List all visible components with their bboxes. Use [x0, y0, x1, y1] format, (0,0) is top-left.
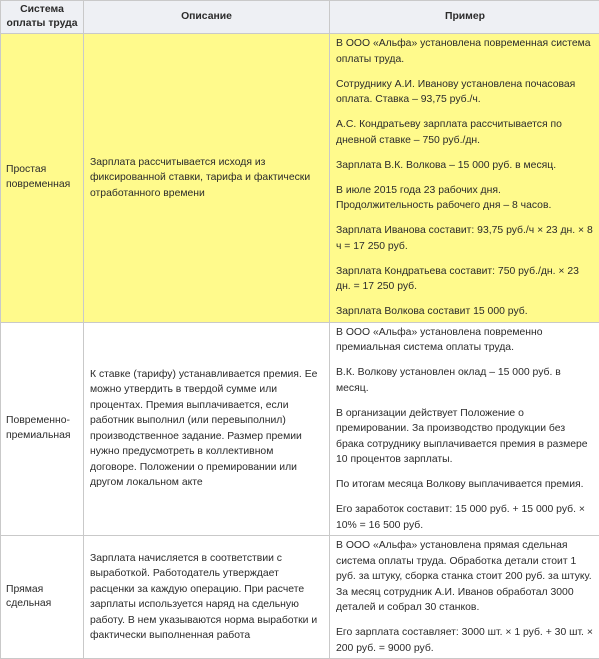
example-paragraph: Зарплата Волкова составит 15 000 руб.: [336, 304, 594, 320]
system-name: Простая повременная: [1, 163, 83, 192]
example-paragraph: В июле 2015 года 23 рабочих дня. Продолжительность рабочего дня – 8 часов.: [336, 183, 594, 214]
system-cell: [1, 536, 84, 659]
system-name: Повременно-премиальная: [1, 414, 83, 443]
table-row: [1, 322, 599, 536]
header-system: [1, 1, 84, 34]
description-text: Зарплата начисляется в соответствии с выработкой. Работодатель утверждает расценки за каждую операцию. При расчете зарплаты используется наряд на сдельную работу. В нем указываются норма выработки и фактически выполненная работа: [84, 551, 329, 644]
example-paragraph: В организации действует Положение о премировании. За производство продукции без брака сотруднику выплачивается премия в размере 10 процентов зарплаты.: [336, 406, 594, 468]
description-text: Зарплата рассчитывается исходя из фиксированной ставки, тарифа и фактически отработанного времени: [84, 155, 329, 202]
header-row: [1, 1, 599, 34]
example-text: [330, 323, 599, 536]
example-paragraph: В ООО «Альфа» установлена повременная система оплаты труда.: [336, 36, 594, 67]
example-cell: [330, 34, 599, 323]
example-paragraph: Его зарплата составляет: 3000 шт. × 1 руб. + 30 шт. × 200 руб. = 9000 руб.: [336, 625, 594, 656]
example-text: [330, 34, 599, 322]
example-paragraph: Его заработок составит: 15 000 руб. + 15 000 руб. × 10% = 16 500 руб.: [336, 502, 594, 533]
example-cell: [330, 536, 599, 659]
example-paragraph: В ООО «Альфа» установлена прямая сдельная система оплаты труда. Обработка детали стоит 1 руб. за штуку, сборка станка стоит 200 руб. за штуку. За месяц сотрудник А.И. Иванов обработал 3000 деталей и собрал 30 станков.: [336, 538, 594, 616]
header-example: [330, 1, 599, 34]
header-description: [84, 1, 330, 34]
system-cell: [1, 322, 84, 536]
header-system-label: Система оплаты труда: [6, 4, 77, 29]
example-paragraph: В.К. Волкову установлен оклад – 15 000 руб. в месяц.: [336, 365, 594, 396]
table-row: [1, 536, 599, 659]
description-cell: [84, 34, 330, 323]
description-cell: [84, 322, 330, 536]
example-paragraph: Зарплата Кондратьева составит: 750 руб./дн. × 23 дн. = 17 250 руб.: [336, 264, 594, 295]
example-paragraph: По итогам месяца Волкову выплачивается премия.: [336, 477, 594, 493]
example-cell: [330, 322, 599, 536]
table-row: [1, 34, 599, 323]
example-text: [330, 536, 599, 658]
system-cell: [1, 34, 84, 323]
example-paragraph: Зарплата В.К. Волкова – 15 000 руб. в месяц.: [336, 158, 594, 174]
system-name: Прямая сдельная: [1, 583, 83, 612]
example-paragraph: В ООО «Альфа» установлена повременно премиальная система оплаты труда.: [336, 325, 594, 356]
header-example-label: Пример: [445, 11, 485, 22]
example-paragraph: А.С. Кондратьеву зарплата рассчитывается по дневной ставке – 750 руб./дн.: [336, 117, 594, 148]
example-paragraph: Зарплата Иванова составит: 93,75 руб./ч × 23 дн. × 8 ч = 17 250 руб.: [336, 223, 594, 254]
header-description-label: Описание: [181, 11, 232, 22]
description-text: К ставке (тарифу) устанавливается премия. Ее можно утвердить в твердой сумме или процентах. Премия выплачивается, если работник выполнил (или перевыполнил) производственное задание. Размер премии нужно предусмотреть в коллективном договоре. Положении о премировании или другом локальном акте: [84, 367, 329, 491]
description-cell: [84, 536, 330, 659]
example-paragraph: Сотруднику А.И. Иванову установлена почасовая оплата. Ставка – 93,75 руб./ч.: [336, 77, 594, 108]
